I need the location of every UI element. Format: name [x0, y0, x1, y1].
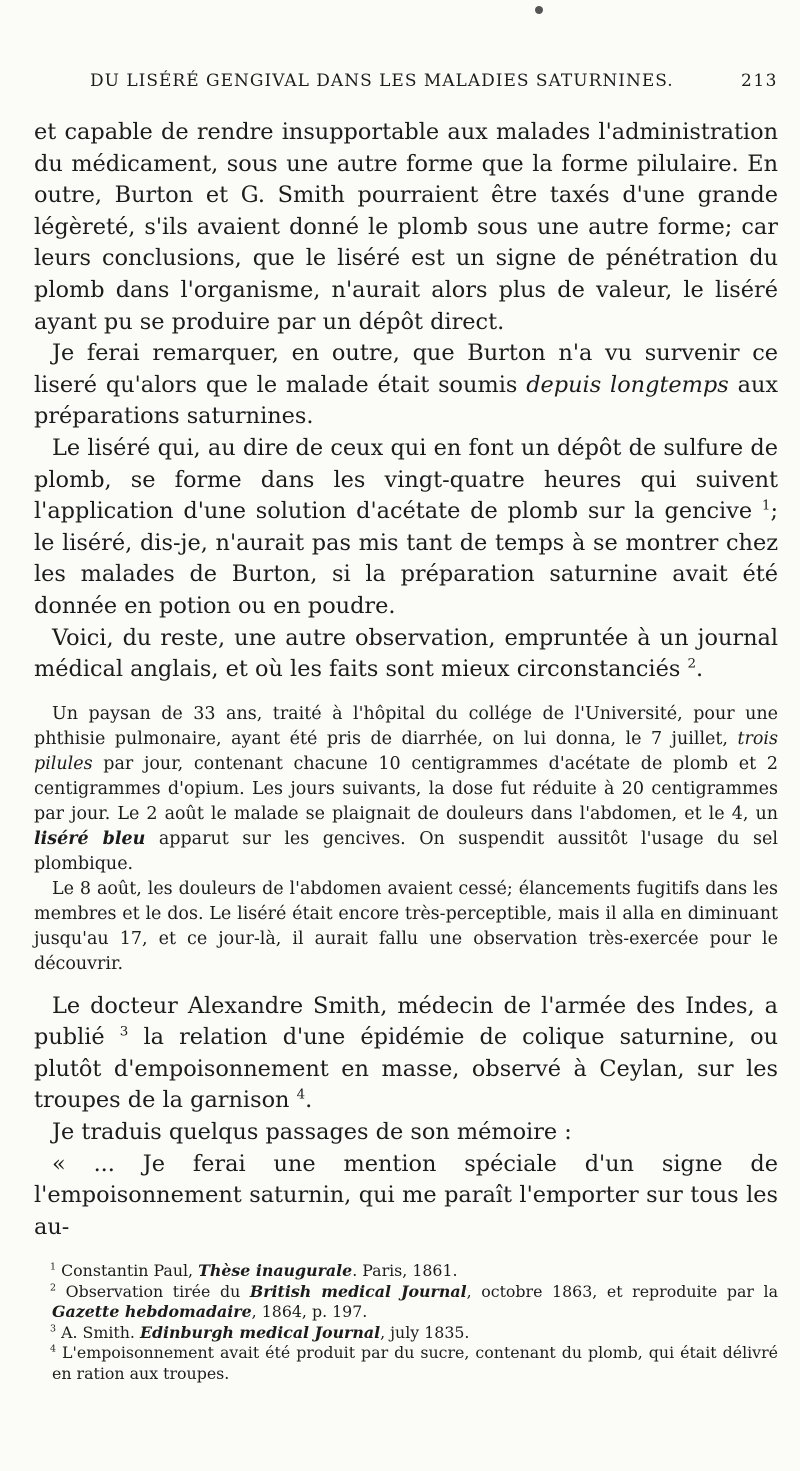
paragraph: Le docteur Alexandre Smith, médecin de l'armée des Indes, a publié $^3$ la relation d'une épidémie de colique saturnine, ou plutôt d'empoisonnement en masse, observé à Ceylan, sur les troupes de la garnison $^4$.	[34, 992, 778, 1114]
ink-spot	[535, 6, 543, 14]
observation-paragraph: Le 8 août, les douleurs de l'abdomen avaient cessé; élancements fugitifs dans les membres et le dos. Le liséré était encore très-perceptible, mais il alla en diminuant jusqu'au 17, et ce jour-là, il aurait fallu une observation très-exercée pour le découvrir.	[34, 878, 778, 974]
page	[34, 70, 778, 1384]
footnote-ref: 1	[761, 498, 771, 514]
footnote: $^2$ Observation tirée du British medical Journal, octobre 1863, et reproduite par la Gazette hebdomadaire, 1864, p. 197.	[50, 1281, 779, 1322]
footnote: $^4$ L'empoisonnement avait été produit par du sucre, contenant du plomb, qui était délivré en ration aux troupes.	[50, 1343, 778, 1383]
main-text-continued	[34, 991, 778, 1244]
footnotes	[34, 1261, 778, 1384]
observation-paragraph: Un paysan de 33 ans, traité à l'hôpital du collége de l'Université, pour une phthisie pulmonaire, ayant été pris de diarrhée, on lui donna, le 7 juillet, trois pilules par jour, contenant chacune 10 centigrammes d'acétate de plomb et 2 centigrammes d'opium. Les jours suivants, la dose fut réduite à 20 centigrammes par jour. Le 2 août le malade se plaignait de douleurs dans l'abdomen, et le 4, un liséré bleu apparut sur les gencives. On suspendit aussitôt l'usage du sel plombique.	[34, 703, 778, 874]
paragraph: et capable de rendre insupportable aux malades l'administration du médicament, sous une autre forme que la forme pilulaire. En outre, Burton et G. Smith pourraient être taxés d'une grande légèreté, s'ils avaient donné le plomb sous une autre forme; car leurs conclusions, que le liséré est un signe de pénétration du plomb dans l'organisme, n'aurait alors plus de valeur, le liséré ayant pu se produire par un dépôt direct.	[34, 119, 778, 335]
footnote: $^3$ A. Smith. Edinburgh medical Journal, july 1835.	[50, 1322, 470, 1342]
paragraph: Je traduis quelqus passages de son mémoire :	[52, 1119, 572, 1146]
footnote-ref: 2	[687, 656, 696, 672]
running-header	[90, 70, 778, 92]
footnote: $^1$ Constantin Paul, Thèse inaugurale. Paris, 1861.	[50, 1261, 458, 1281]
footnote-ref: 4	[296, 1088, 306, 1103]
page-number: 213	[741, 71, 778, 91]
paragraph: Je ferai remarquer, en outre, que Burton n'a vu survenir ce liseré qu'alors que le malade était soumis depuis longtemps aux préparations saturnines.	[34, 340, 778, 430]
paragraph: Voici, du reste, une autre observation, empruntée à un journal médical anglais, et où les faits sont mieux circonstanciés $^2$.	[34, 624, 778, 683]
running-title: DU LISÉRÉ GENGIVAL DANS LES MALADIES SATURNINES.	[90, 71, 674, 91]
main-text	[34, 117, 778, 686]
observation-block	[34, 702, 778, 977]
footnote-ref: 3	[119, 1024, 129, 1040]
paragraph: « ... Je ferai une mention spéciale d'un signe de l'empoisonnement saturnin, qui me paraît l'emporter sur tous les au-	[34, 1150, 778, 1240]
paragraph: Le liséré qui, au dire de ceux qui en font un dépôt de sulfure de plomb, se forme dans les vingt-quatre heures qui suivent l'application d'une solution d'acétate de plomb sur la gencive $^1$; le liséré, dis-je, n'aurait pas mis tant de temps à se montrer chez les malades de Burton, si la préparation saturnine avait été donnée en potion ou en poudre.	[34, 434, 778, 619]
